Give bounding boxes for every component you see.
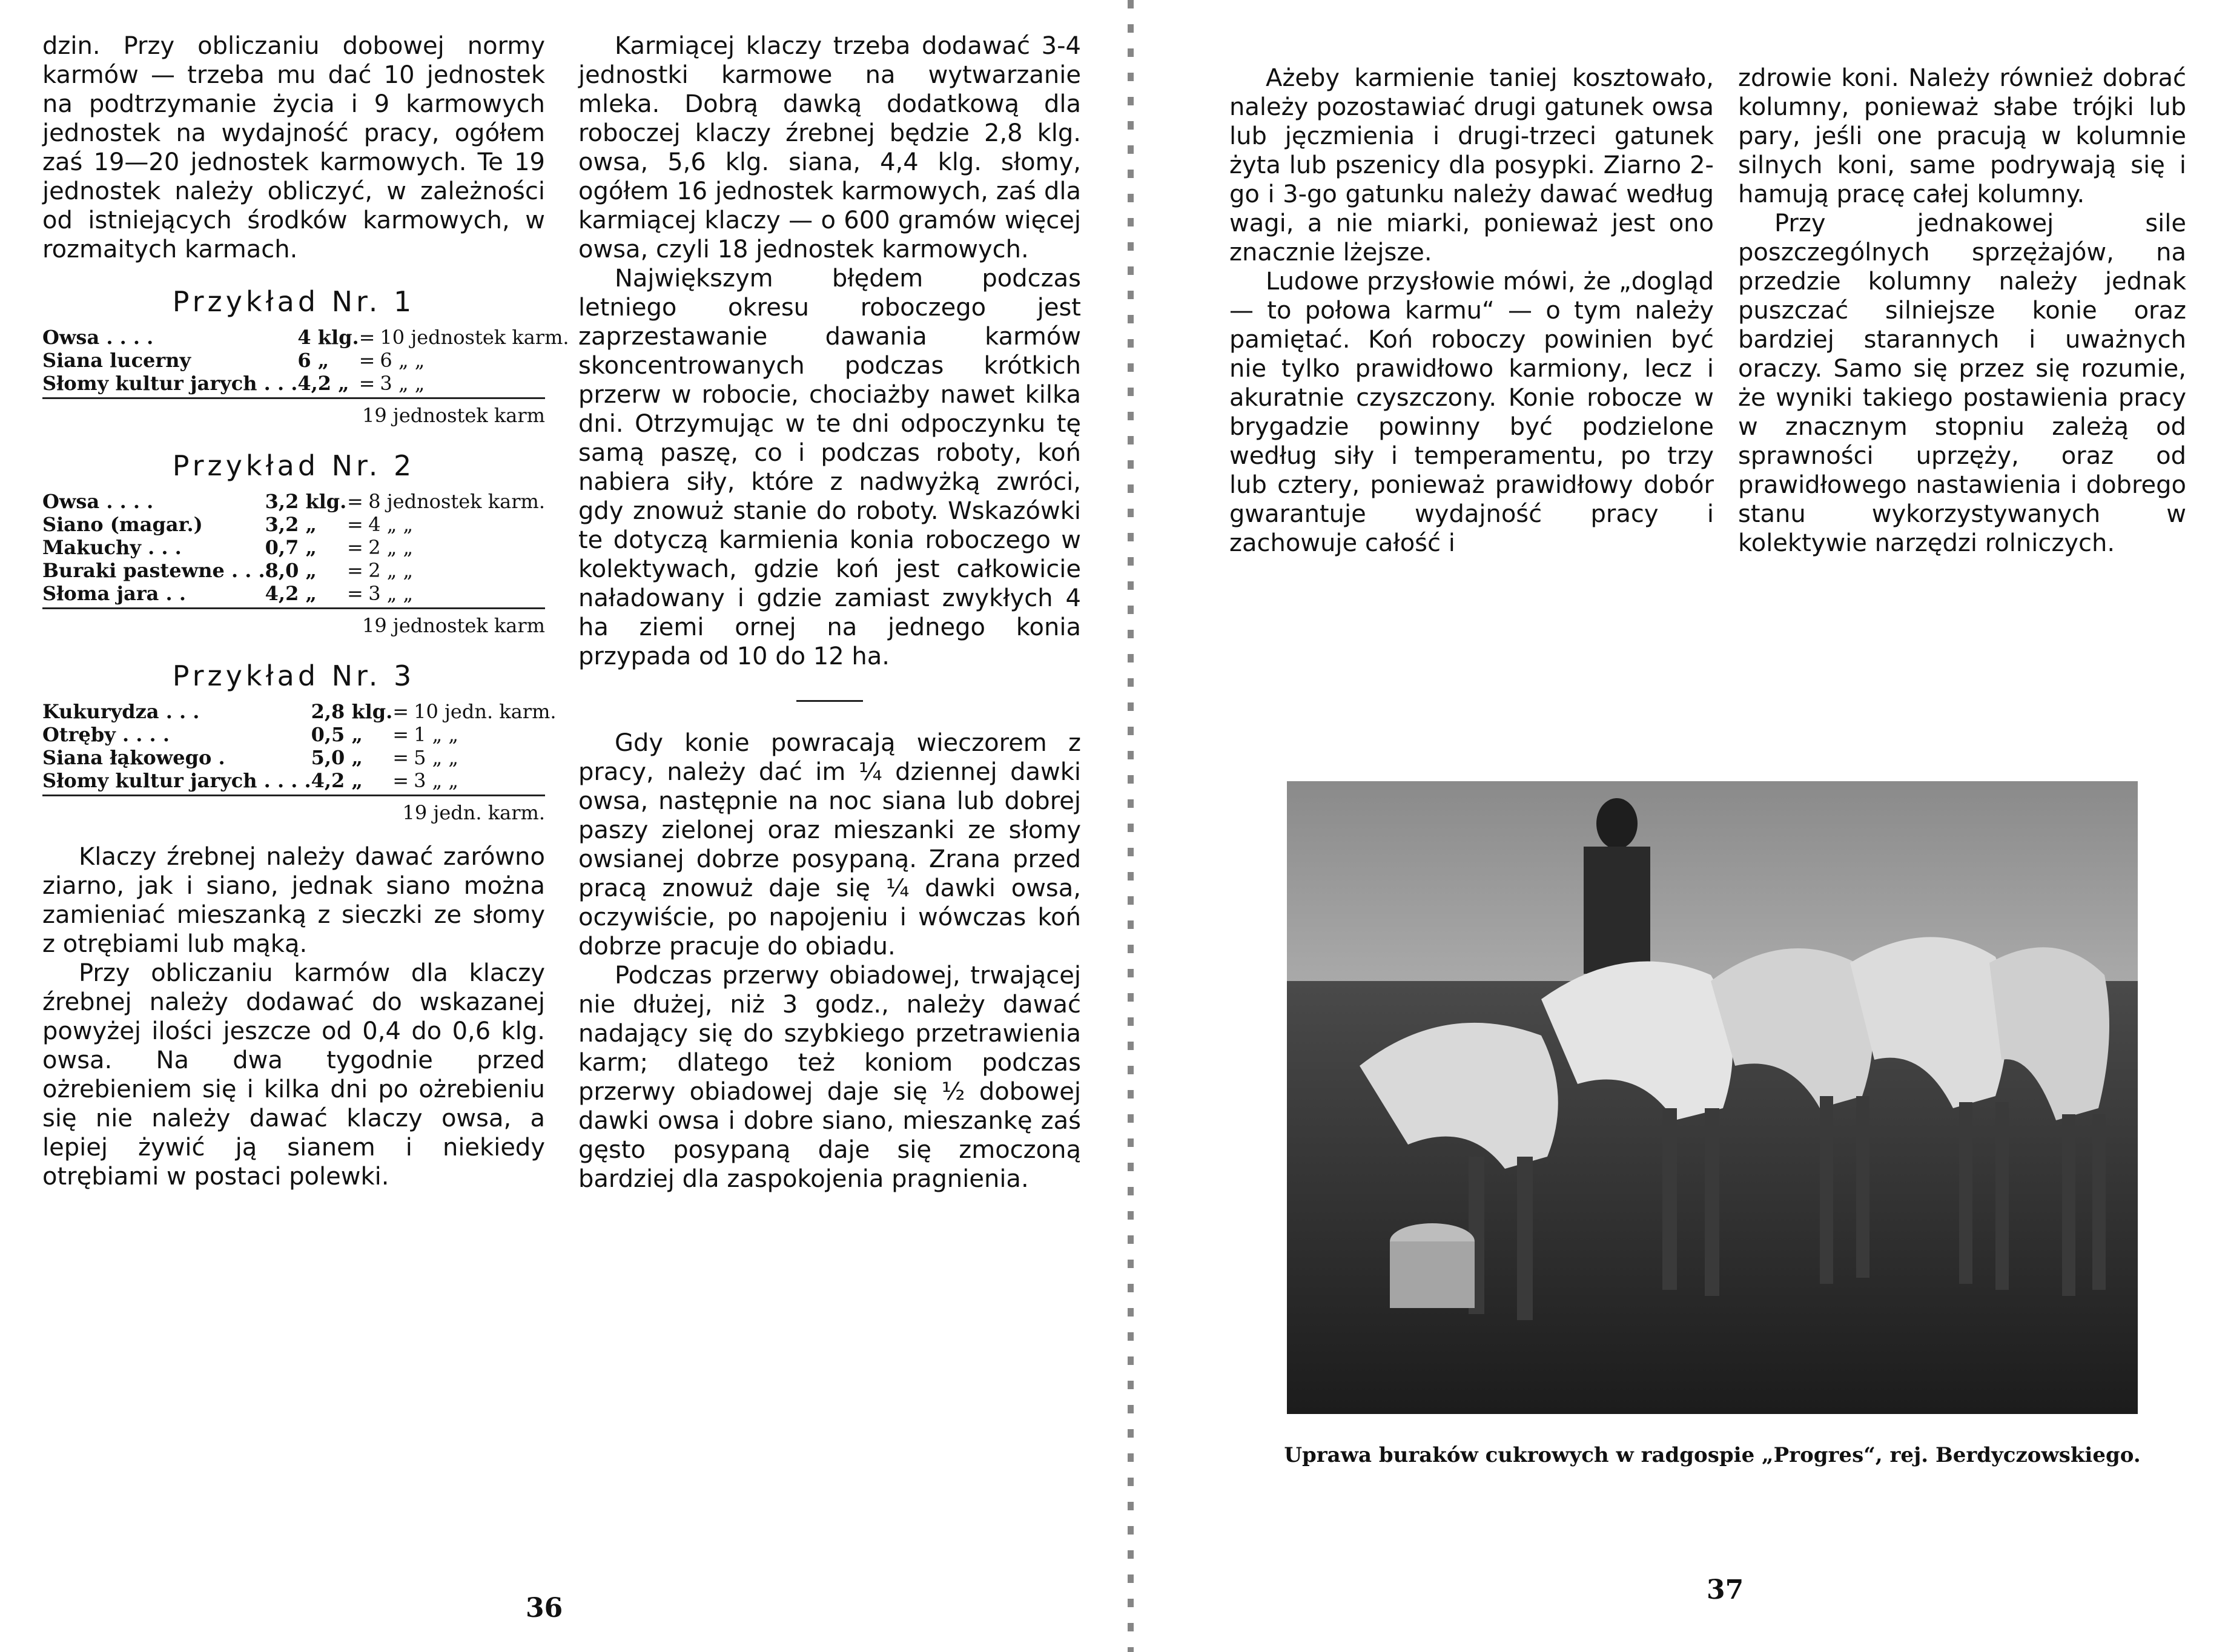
example-title: Przykład Nr. 1	[172, 285, 415, 318]
feed-units: 3 „ „	[414, 769, 458, 792]
photo-illustration	[1287, 781, 2138, 1414]
example-2	[42, 449, 545, 638]
table-row	[42, 746, 557, 769]
total-units: 19 jednostek karm	[42, 607, 545, 638]
total-units: 19 jedn. karm.	[42, 795, 545, 825]
table-row	[42, 582, 545, 605]
feed-quantity: 0,7 „	[265, 536, 317, 559]
equals-sign: =	[392, 700, 409, 723]
feed-name: Słoma jara . .	[42, 582, 186, 605]
paragraph: Karmiącej klaczy trzeba dodawać 3-4 jednostki karmowe na wytwarzanie mleka. Dobrą dawką dodatkową dla roboczej klaczy źrebnej będzie 2,8 klg. owsa, 5,6 klg. siana, 4,4 klg. słomy, ogółem 16 jednostek karmowych, zaś dla karmiącej klaczy — o 600 gramów więcej owsa, czyli 18 jednostek karmowych.	[578, 32, 1081, 263]
feed-quantity: 0,5 „	[311, 723, 363, 746]
total-units: 19 jednostek karm	[42, 397, 545, 428]
equals-sign: =	[347, 513, 363, 536]
paragraph: Podczas przerwy obiadowej, trwającej nie dłużej, niż 3 godz., należy dawać nadający się do szybkiego przetrawienia karm; dlatego też koniom podczas przerwy obiadowej daje się ½ dobowej dawki owsa i dobre siano, mieszankę zaś gęsto posypaną daje się zmoczoną bardziej dla zaspokojenia pragnienia.	[578, 962, 1081, 1193]
feed-quantity: 5,0 „	[311, 746, 363, 769]
equals-sign: =	[359, 326, 375, 349]
paragraph: Ażeby karmienie taniej kosztowało, należy pozostawiać drugi gatunek owsa lub jęczmienia i drugi-trzeci gatunek żyta lub pszenicy dla posypki. Ziarno 2-go i 3-go gatunku należy dawać według wagi, a nie miarki, ponieważ jest ono znacznie lżejsze.	[1229, 64, 1714, 266]
page-gutter	[1128, 0, 1134, 1652]
table-row	[42, 723, 557, 746]
example-3	[42, 659, 557, 825]
feed-units: 5 „ „	[414, 746, 458, 769]
table-row	[42, 513, 545, 536]
paragraph: zdrowie koni. Należy również dobrać kolumny, ponieważ słabe trójki lub pary, jeśli one pracują w kolumnie silnych koni, same podrywają się i hamują pracę całej kolumny.	[1738, 64, 2186, 208]
table-row	[42, 349, 569, 372]
feed-units: 10 jedn. karm.	[414, 700, 557, 723]
paragraph: Ludowe przysłowie mówi, że „dogląd — to połowa karmu“ — o tym należy pamiętać. Koń roboczy powinien być nie tylko prawidłowo karmiony, lecz i akuratnie czyszczony. Konie robocze w brygadzie powinny być podzielone według siły i temperamentu, po trzy lub cztery, ponieważ prawidłowy dobór gwarantuje wydajność pracy i zachowuje całość i	[1229, 268, 1714, 557]
equals-sign: =	[347, 490, 363, 513]
feed-units: 3 „ „	[368, 582, 414, 605]
photo-caption: Uprawa buraków cukrowych w radgospie „Progres“, rej. Berdyczowskiego.	[1284, 1443, 2141, 1467]
equals-sign: =	[392, 723, 409, 746]
table-row	[42, 769, 557, 792]
feed-table	[42, 700, 557, 792]
feed-name: Siana łąkowego .	[42, 746, 225, 769]
feed-quantity: 6 „	[297, 349, 329, 372]
page-number: 36	[526, 1593, 563, 1624]
table-row	[42, 372, 569, 395]
table-row	[42, 490, 545, 513]
feed-units: 8 jednostek karm.	[368, 490, 545, 513]
feed-name: Owsa . . . .	[42, 326, 154, 349]
equals-sign: =	[392, 746, 409, 769]
feed-name: Buraki pastewne . . .	[42, 559, 265, 582]
paragraph: Przy jednakowej sile poszczególnych sprzężajów, na przedzie kolumny należy jednak puszczać silniejsze konie oraz bardziej starannych i uważnych oraczy. Samo się przez się rozumie, że wyniki takiego postawienia pracy w znacznym stopniu zależą od sprawności uprzęży, oraz od prawidłowego nastawienia i dobrego stanu wykorzystywanych w kolektywie narzędzi rolniczych.	[1738, 210, 2186, 557]
feed-table	[42, 490, 545, 605]
feed-quantity: 2,8 klg.	[311, 700, 393, 723]
section-divider	[796, 700, 863, 702]
feed-units: 2 „ „	[368, 559, 414, 582]
equals-sign: =	[392, 769, 409, 792]
feed-units: 10 jednostek karm.	[380, 326, 569, 349]
paragraph: Gdy konie powracają wieczorem z pracy, należy dać im ¼ dziennej dawki owsa, następnie na noc siana lub dobrej paszy zielonej oraz mieszanki ze słomy owsianej dobrze posypaną. Zrana przed pracą znowuż daje się ¼ dawki owsa, oczywiście, po napojeniu i wówczas koń dobrze pracuje do obiadu.	[578, 729, 1081, 960]
feed-name: Kukurydza . . .	[42, 700, 200, 723]
table-row	[42, 700, 557, 723]
paragraph: dzin. Przy obliczaniu dobowej normy karmów — trzeba mu dać 10 jednostek na podtrzymanie życia i 9 karmowych jednostek na wydajność pracy, ogółem zaś 19—20 jednostek karmowych. Te 19 jednostek należy obliczyć, w zależności od istniejących środków karmowych, w rozmaitych karmach.	[42, 32, 545, 263]
right-page-column-1	[1229, 64, 1714, 558]
feed-quantity: 3,2 „	[265, 513, 317, 536]
feed-units: 6 „ „	[380, 349, 425, 372]
feed-quantity: 4 klg.	[297, 326, 359, 349]
feed-name: Słomy kultur jarych . . .	[42, 372, 298, 395]
left-page-column-1	[42, 31, 569, 1191]
feed-name: Makuchy . . .	[42, 536, 182, 559]
feed-name: Siana lucerny	[42, 349, 191, 372]
example-1	[42, 285, 569, 428]
paragraph: Klaczy źrebnej należy dawać zarówno ziarno, jak i siano, jednak siano można zamieniać mieszanką z sieczki ze słomy z otrębiami lub mąką.	[42, 843, 545, 958]
equals-sign: =	[359, 372, 375, 395]
feed-units: 4 „ „	[368, 513, 414, 536]
feed-name: Słomy kultur jarych . . . .	[42, 769, 311, 792]
feed-name: Siano (magar.)	[42, 513, 203, 536]
equals-sign: =	[347, 536, 363, 559]
left-page-column-2	[578, 31, 1081, 1194]
paragraph: Przy obliczaniu karmów dla klaczy źrebnej należy dodawać do wskazanej powyżej ilości jeszcze od 0,4 do 0,6 klg. owsa. Na dwa tygodnie przed ożrebieniem się i kilka dni po ożrebieniu się nie należy dawać klaczy owsa, a lepiej żywić ją sianem i niekiedy otrębiami w postaci polewki.	[42, 959, 545, 1191]
table-row	[42, 326, 569, 349]
feed-table	[42, 326, 569, 395]
feed-quantity: 8,0 „	[265, 559, 317, 582]
table-row	[42, 559, 545, 582]
equals-sign: =	[347, 559, 363, 582]
table-row	[42, 536, 545, 559]
right-page-column-2	[1738, 64, 2186, 558]
feed-quantity: 4,2 „	[265, 582, 317, 605]
feed-quantity: 3,2 klg.	[265, 490, 347, 513]
example-title: Przykład Nr. 2	[172, 449, 415, 482]
equals-sign: =	[347, 582, 363, 605]
feed-units: 1 „ „	[414, 723, 458, 746]
page-number: 37	[1707, 1574, 1744, 1605]
feed-name: Otręby . . . .	[42, 723, 170, 746]
feed-quantity: 4,2 „	[297, 372, 349, 395]
feed-units: 2 „ „	[368, 536, 414, 559]
field-work-photo	[1287, 781, 2138, 1414]
feed-quantity: 4,2 „	[311, 769, 363, 792]
example-title: Przykład Nr. 3	[172, 659, 415, 692]
feed-name: Owsa . . . .	[42, 490, 154, 513]
equals-sign: =	[359, 349, 375, 372]
paragraph: Największym błędem podczas letniego okresu roboczego jest zaprzestawanie dawania karmów skoncentrowanych podczas krótkich przerw w robocie, chociażby nawet kilka dni. Otrzymując w te dni odpoczynku tę samą paszę, co i podczas roboty, koń nabiera siły, które z nadwyżką zwróci, gdy znowuż stanie do roboty. Wskazówki te dotyczą karmienia konia roboczego w kolektywach, gdzie koń jest całkowicie naładowany i gdzie zamiast zwykłych 4 ha ziemi ornej na jednego konia przypada od 10 do 12 ha.	[578, 265, 1081, 670]
feed-units: 3 „ „	[380, 372, 425, 395]
